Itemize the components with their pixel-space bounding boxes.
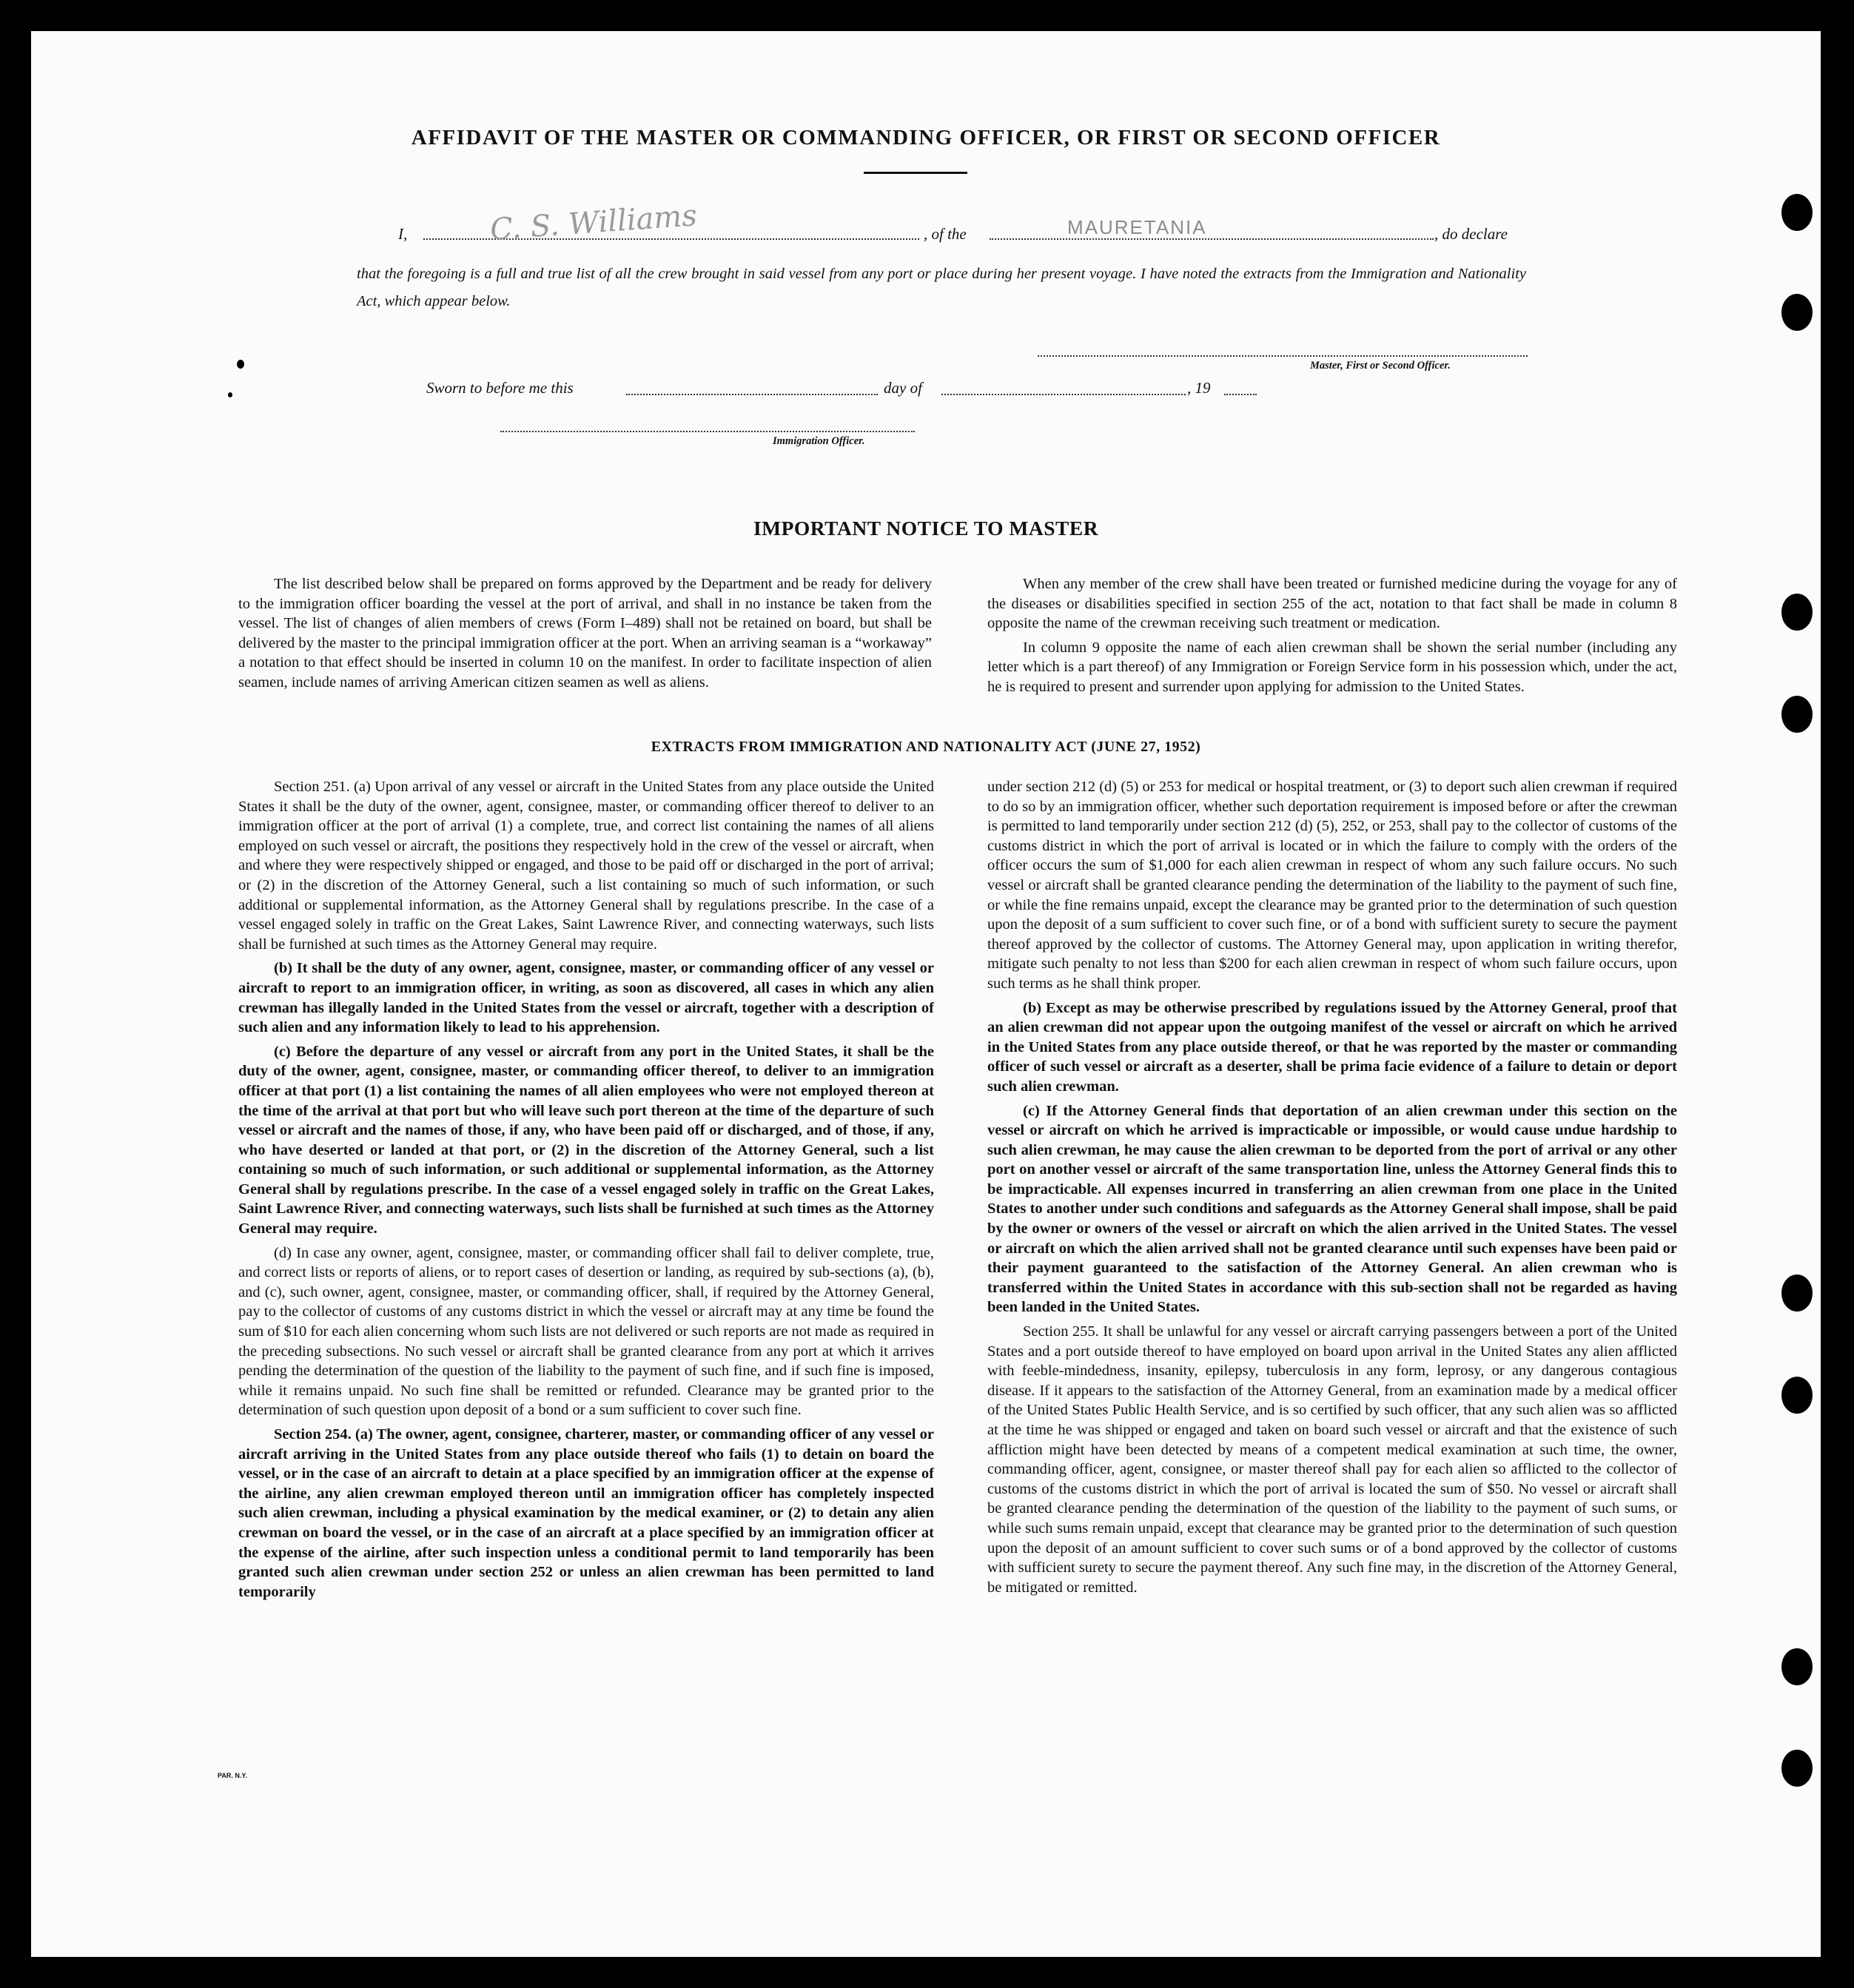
day-of-label: day of (884, 379, 922, 397)
ink-speck (228, 392, 232, 397)
section-251b: (b) It shall be the duty of any owner, agent, consignee, master, or commanding officer of any vessel or aircraft to report to an immigration officer, in writing, as soon as discovered, all cases in which any alien crewman has illegally landed in the United States from the vessel or aircraft, together with a description of such alien and any information likely to lead to his apprehension. (238, 960, 934, 1036)
sworn-day-field[interactable] (626, 394, 878, 395)
notice-paragraph: In column 9 opposite the name of each alien crewman shall be shown the serial number (including any letter which is a part thereof) of any Immigration or Foreign Service form in his possession which, under the act, he is required to present and surrender upon applying for admission to the United States. (987, 639, 1677, 695)
sworn-year-field[interactable] (1224, 394, 1257, 395)
section-251a: Section 251. (a) Upon arrival of any vessel or aircraft in the United States from any place outside the United States it shall be the duty of the owner, agent, consignee, master, or commanding officer thereof to deliver to an immigration officer at the port of arrival (1) a complete, true, and correct list containing the names of all aliens employed on such vessel or aircraft, the positions they respectively hold in the crew of the vessel or aircraft, when and where they were respectively shipped or engaged, and those to be paid off or discharged in the port of arrival; or (2) in the discretion of the Attorney General, such a list containing so much of such information, or such additional or supplemental information, as the Attorney General shall by regulations prescribe. In the case of a vessel engaged solely in traffic on the Great Lakes, Saint Lawrence River, and connecting waterways, such lists shall be furnished at such times as the Attorney General may require. (238, 779, 934, 953)
binder-hole (1781, 194, 1813, 231)
binder-hole (1781, 1648, 1813, 1685)
section-251d: (d) In case any owner, agent, consignee, master, or commanding officer shall fail to deliver complete, true, and correct lists or reports of aliens, or to report cases of desertion or landing, as required by sub-sections (a), (b), and (c), such owner, agent, consignee, master, or commanding officer, shall, if required by the Attorney General, pay to the collector of customs of any customs district in which the vessel or aircraft may at any time be found the sum of $10 for each alien concerning whom such lists are not delivered or such reports are not made as required in the preceding subsections. No such vessel or aircraft shall be granted clearance from any port at which it arrives pending the determination of the question of the liability to the payment of such fine, and if such fine is imposed, while it remains unpaid. No such fine shall be remitted or refunded. Clearance may be granted prior to the determination of such question upon deposit of a bond or a sum sufficient to cover such fine. (238, 1244, 934, 1419)
master-signature-line[interactable] (1038, 355, 1528, 357)
binder-hole (1781, 696, 1813, 733)
section-254b: (b) Except as may be otherwise prescribed by regulations issued by the Attorney General, proof that an alien crewman did not appear upon the outgoing manifest of the vessel or aircraft on which he arrived in the United States from any place outside thereof, or that he was reported by the master or commanding officer of such vessel or aircraft as a deserter, shall be prima facie evidence of a failure to detain or deport such alien crewman. (987, 999, 1677, 1095)
printer-mark: PAR. N.Y. (218, 1772, 247, 1779)
section-254c: (c) If the Attorney General finds that deportation of an alien crewman under this section on the vessel or aircraft on which he arrived is impracticable or impossible, or would cause undue hardship to such alien crewman, he may cause the alien crewman to be deported from the port of arrival or any other port on another vessel or aircraft of the same transportation line, unless the Attorney General finds this to be impracticable. All expenses incurred in transferring an alien crewman from one place in the United States to another under such conditions and safeguards as the Attorney General shall impose, shall be paid by the owner or owners of the vessel or aircraft on which the alien arrived in the United States. The vessel or aircraft on which the alien arrived shall not be granted clearance until such expenses have been paid or their payment guaranteed to the satisfaction of the Attorney General. An alien crewman who is transferred within the United States in accordance with this sub-section shall not be regarded as having been landed in the United States. (987, 1102, 1677, 1316)
officer-signature-caption: Immigration Officer. (773, 435, 865, 447)
title-underline (864, 172, 967, 174)
section-254a: Section 254. (a) The owner, agent, consignee, charterer, master, or commanding officer of any vessel or aircraft arriving in the United States from any place outside thereof who fails (1) to detain on board the vessel, or in the case of an aircraft to detain at a place specified by an immigration officer at the expense of the airline, any alien crewman employed thereon until an immigration officer has completely inspected such alien crewman, including a physical examination by the medical examiner, or (2) to detain any alien crewman on board the vessel, or in the case of an aircraft at a place specified by an immigration officer at the expense of the airline, after such inspection unless a conditional permit to land temporarily has been granted such alien crewman under section 252 or unless an alien crewman has been permitted to land temporarily (238, 1426, 934, 1600)
officer-signature-line[interactable] (500, 431, 915, 432)
section-254a-continued: under section 212 (d) (5) or 253 for medical or hospital treatment, or (3) to deport such alien crewman if required to do so by an immigration officer, whether such deportation requirement is imposed before or after the crewman is permitted to land temporarily under section 212 (d) (5), 252, or 253, shall pay to the collector of customs of the customs district in which the port of arrival is located or in which the failure to comply with the orders of the officer occurs the sum of $1,000 for each alien crewman in respect of whom any such failure occurs. No such vessel or aircraft shall be granted clearance pending the determination of the liability to the payment of such fine, or while the fine remains unpaid, except the clearance may be granted prior to the determination of such question upon the deposit of a sum sufficient to cover such fine, or of a bond with sufficient surety to secure the payment thereof approved by the collector of customs. The Attorney General may, upon application in writing therefor, mitigate such penalty to not less than $200 for each alien crewman in respect of whom such failure occurs, upon such terms as he shall think proper. (987, 779, 1677, 992)
document-page (31, 31, 1821, 1957)
vessel-name-stamp: MAURETANIA (1067, 216, 1207, 238)
declarant-signature: C. S. Williams (488, 198, 699, 247)
binder-hole (1781, 1750, 1813, 1787)
do-declare-label: , do declare (1434, 225, 1508, 243)
notice-paragraph: When any member of the crew shall have been treated or furnished medicine during the voyage for any of the diseases or disabilities specified in section 255 of the act, notation to that fact shall be made in column 8 opposite the name of the crewman receiving such treatment or medication. (987, 576, 1677, 632)
affidavit-title: AFFIDAVIT OF THE MASTER OR COMMANDING OFFICER, OR FIRST OR SECOND OFFICER (411, 126, 1441, 150)
notice-paragraph: The list described below shall be prepared on forms approved by the Department and be ready for delivery to the immigration officer boarding the vessel at the port of arrival, and shall in no instance be taken from the vessel. The list of changes of alien members of crews (Form I–489) shall not be retained on board, but shall be delivered by the master to the principal immigration officer at the port. When an arriving seaman is a “workaway” a notation to that effect should be inserted in column 10 on the manifest. In order to facilitate inspection of alien seamen, include names of arriving American citizen seamen as well as aliens. (238, 576, 932, 691)
binder-hole (1781, 594, 1813, 631)
sworn-label: Sworn to before me this (426, 379, 574, 397)
ink-speck (237, 360, 244, 369)
section-255: Section 255. It shall be unlawful for any vessel or aircraft carrying passengers between a port of the United States and a port outside thereof to have employed on board upon arrival in the United States any alien afflicted with feeble-mindedness, insanity, epilepsy, tuberculosis in any form, leprosy, or any dangerous contagious disease. If it appears to the satisfaction of the Attorney General, from an examination made by a medical officer of the United States Public Health Service, and is so certified by such officer, that any such alien was so afflicted at the time he was shipped or engaged and taken on board such vessel or aircraft and that the existence of such affliction might have been detected by means of a competent medical examination at such time, the owner, commanding officer, agent, consignee, or master thereof shall pay for each alien so afflicted to the collector of customs of the customs district in which the port of arrival is located the sum of $50. No vessel or aircraft shall be granted clearance pending the determination of the question of the liability to the payment of such sums, or while such sums remain unpaid, except that clearance may be granted prior to the determination of such question upon the deposit of an amount sufficient to cover such sums or of a bond approved by the collector of customs with sufficient surety to secure the payment thereof. Any such fine may, in the discretion of the Attorney General, be mitigated or remitted. (987, 1323, 1677, 1596)
sworn-month-field[interactable] (941, 394, 1186, 395)
master-signature-caption: Master, First or Second Officer. (1310, 360, 1451, 372)
of-the-label: , of the (924, 225, 967, 243)
extracts-left-column (238, 777, 934, 1606)
extracts-right-column (987, 777, 1677, 1602)
binder-hole (1781, 1377, 1813, 1414)
notice-title: IMPORTANT NOTICE TO MASTER (753, 517, 1099, 540)
declaration-text: that the foregoing is a full and true list of all the crew brought in said vessel from any port or place during her present voyage. I have noted the extracts from the Immigration and Nationality Act, which appear below. (357, 266, 1526, 309)
section-251c: (c) Before the departure of any vessel or aircraft from any port in the United States, it shall be the duty of the owner, agent, consignee, master, or commanding officer thereof, to deliver to an immigration officer at that port (1) a list containing the names of all alien employees who were not employed thereon at the time of the arrival at that port but who will leave such port thereon at the time of the departure of such vessel or aircraft and the names of those, if any, who have been paid off or discharged, and of those, if any, who have deserted or landed at that port, or (2) in the discretion of the Attorney General, such a list containing so much of such information, or such additional or supplemental information, as the Attorney General shall by regulations prescribe. In the case of a vessel engaged solely in traffic on the Great Lakes, Saint Lawrence River, and connecting waterways, such lists shall be furnished at such times as the Attorney General may require. (238, 1043, 934, 1238)
extracts-title: EXTRACTS FROM IMMIGRATION AND NATIONALITY ACT (JUNE 27, 1952) (651, 739, 1201, 755)
binder-hole (1781, 294, 1813, 331)
binder-hole (1781, 1275, 1813, 1312)
year-label: , 19 (1187, 379, 1211, 397)
declarant-label: I, (398, 225, 408, 243)
notice-right-column (987, 574, 1677, 702)
vessel-name-field[interactable] (990, 238, 1434, 240)
notice-left-column (238, 574, 932, 697)
